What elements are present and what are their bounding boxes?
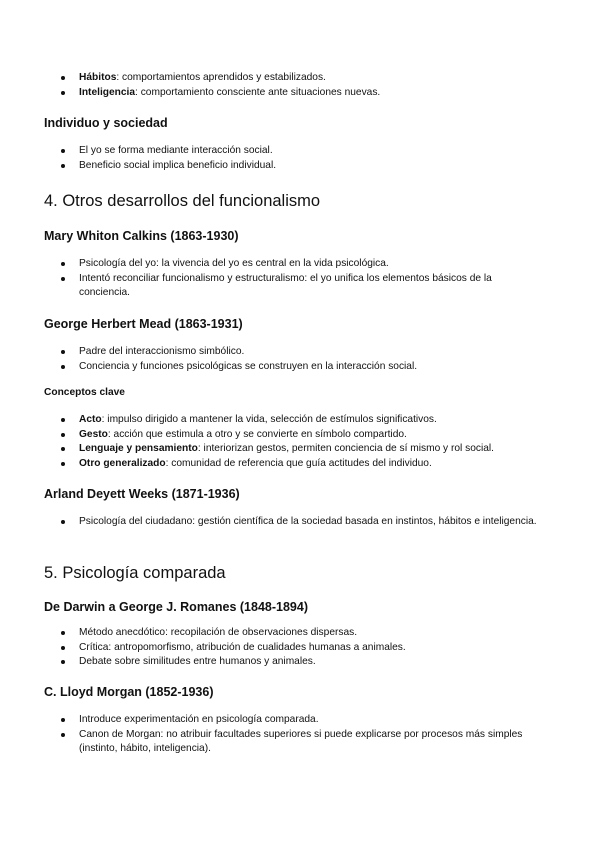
list-item: Gesto: acción que estimula a otro y se convierte en símbolo compartido. [0, 428, 600, 443]
list-item: Crítica: antropomorfismo, atribución de cualidades humanas a animales. [0, 641, 600, 656]
list-item: Lenguaje y pensamiento: interiorizan gestos, permiten conciencia de sí mismo y rol social. [0, 442, 600, 457]
romanes-list [0, 626, 600, 670]
mead-list [0, 345, 600, 374]
list-item: Otro generalizado: comunidad de referencia que guía actitudes del individuo. [0, 457, 600, 472]
list-item: Beneficio social implica beneficio individual. [0, 159, 600, 174]
heading-morgan: C. Lloyd Morgan (1852-1936) [44, 685, 214, 699]
heading-individuo-sociedad: Individuo y sociedad [44, 116, 168, 130]
list-item: Canon de Morgan: no atribuir facultades superiores si puede explicarse por procesos más simples (instinto, hábito, inteligencia). [0, 728, 600, 757]
calkins-list [0, 257, 600, 301]
section-5-heading: 5. Psicología comparada [44, 564, 226, 582]
habitos-list [0, 71, 600, 100]
list-item: Introduce experimentación en psicología comparada. [0, 713, 600, 728]
heading-calkins: Mary Whiton Calkins (1863-1930) [44, 229, 239, 243]
heading-mead: George Herbert Mead (1863-1931) [44, 317, 243, 331]
list-item: Psicología del yo: la vivencia del yo es central en la vida psicológica. [0, 257, 600, 272]
list-item: Psicología del ciudadano: gestión científica de la sociedad basada en instintos, hábitos e inteligencia. [0, 515, 600, 530]
morgan-list [0, 713, 600, 757]
list-item: Conciencia y funciones psicológicas se construyen en la interacción social. [0, 360, 600, 375]
list-item: Intentó reconciliar funcionalismo y estructuralismo: el yo unifica los elementos básicos de la conciencia. [0, 272, 600, 301]
list-item: Hábitos: comportamientos aprendidos y estabilizados. [0, 71, 600, 86]
list-item: El yo se forma mediante interacción social. [0, 144, 600, 159]
list-item: Acto: impulso dirigido a mantener la vida, selección de estímulos significativos. [0, 413, 600, 428]
heading-romanes: De Darwin a George J. Romanes (1848-1894) [44, 600, 309, 614]
list-item: Debate sobre similitudes entre humanos y animales. [0, 655, 600, 670]
list-item: Método anecdótico: recopilación de observaciones dispersas. [0, 626, 600, 641]
heading-conceptos-clave: Conceptos clave [44, 387, 125, 398]
weeks-list [0, 515, 600, 530]
list-item: Inteligencia: comportamiento consciente ante situaciones nuevas. [0, 86, 600, 101]
section-4-heading: 4. Otros desarrollos del funcionalismo [44, 192, 321, 210]
individuo-list [0, 144, 600, 173]
heading-weeks: Arland Deyett Weeks (1871-1936) [44, 487, 240, 501]
conceptos-list [0, 413, 600, 471]
list-item: Padre del interaccionismo simbólico. [0, 345, 600, 360]
